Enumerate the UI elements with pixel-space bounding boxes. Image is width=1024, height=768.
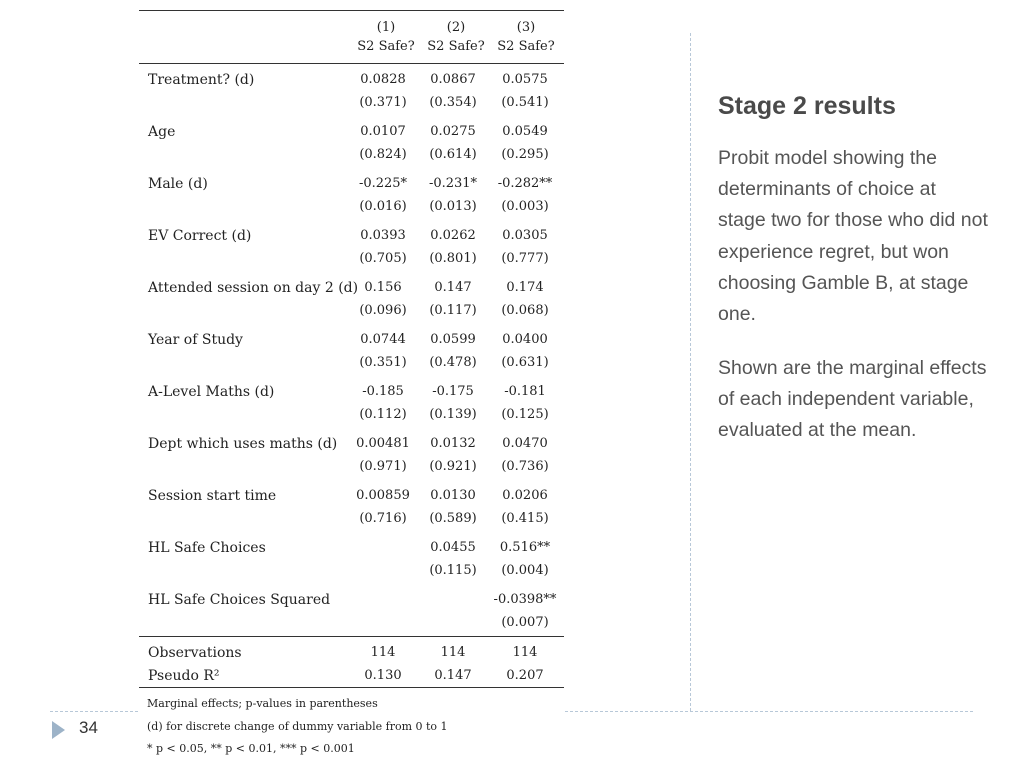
p-value: (0.016) bbox=[359, 199, 407, 214]
coefficient: -0.175 bbox=[432, 384, 474, 399]
slide-number: 34 bbox=[79, 718, 98, 737]
table-row bbox=[139, 584, 564, 636]
coefficient: 0.0549 bbox=[502, 124, 548, 139]
column-header: (1) S2 Safe? bbox=[357, 20, 415, 54]
p-value: (0.921) bbox=[429, 459, 477, 474]
p-value: (0.371) bbox=[359, 95, 407, 110]
p-value: (0.117) bbox=[429, 303, 477, 318]
coefficient: 0.0132 bbox=[430, 436, 476, 451]
divider-horizontal-left bbox=[50, 711, 138, 712]
table-row bbox=[139, 376, 564, 428]
pseudo-r2-label: Pseudo R² bbox=[148, 668, 220, 684]
p-value: (0.013) bbox=[429, 199, 477, 214]
table-row bbox=[139, 116, 564, 168]
note-line: Marginal effects; p-values in parentheses bbox=[147, 697, 378, 710]
side-title: Stage 2 results bbox=[718, 92, 896, 120]
p-value: (0.614) bbox=[429, 147, 477, 162]
row-label: Age bbox=[148, 124, 176, 140]
coefficient: 0.0575 bbox=[502, 72, 548, 87]
coefficient: 0.0262 bbox=[430, 228, 476, 243]
coefficient: -0.181 bbox=[504, 384, 546, 399]
table-row bbox=[139, 272, 564, 324]
p-value: (0.824) bbox=[359, 147, 407, 162]
p-value: (0.478) bbox=[429, 355, 477, 370]
divider-vertical bbox=[690, 33, 691, 711]
table-notes bbox=[147, 693, 448, 761]
p-value: (0.589) bbox=[429, 511, 477, 526]
p-value: (0.736) bbox=[501, 459, 549, 474]
coefficient: -0.0398** bbox=[493, 592, 557, 607]
note-line: (d) for discrete change of dummy variable from 0 to 1 bbox=[147, 719, 448, 733]
p-value: (0.004) bbox=[501, 563, 549, 578]
bottom-rule bbox=[139, 687, 564, 688]
coefficient: 0.174 bbox=[506, 280, 544, 295]
coefficient: 0.0599 bbox=[430, 332, 476, 347]
side-paragraph-2: Shown are the marginal effects of each independent variable, evaluated at the mean. bbox=[718, 357, 987, 442]
table-row bbox=[139, 64, 564, 116]
p-value: (0.115) bbox=[429, 563, 477, 578]
coefficient: 0.00859 bbox=[356, 488, 410, 503]
coefficient: 0.0828 bbox=[360, 72, 406, 87]
observations-label: Observations bbox=[148, 645, 242, 661]
coefficient: -0.225* bbox=[358, 176, 408, 191]
p-value: (0.354) bbox=[429, 95, 477, 110]
table-body bbox=[139, 64, 564, 636]
coefficient: 0.0130 bbox=[430, 488, 476, 503]
row-label: Treatment? (d) bbox=[148, 72, 255, 88]
coefficient: 0.0455 bbox=[430, 540, 476, 555]
coefficient: 0.0400 bbox=[502, 332, 548, 347]
p-value: (0.415) bbox=[501, 511, 549, 526]
column-header: (2) S2 Safe? bbox=[427, 20, 485, 54]
coefficient: 0.0305 bbox=[502, 228, 548, 243]
summary-stats bbox=[139, 637, 564, 687]
p-value: (0.139) bbox=[429, 407, 477, 422]
coefficient: -0.231* bbox=[428, 176, 478, 191]
p-value: (0.716) bbox=[359, 511, 407, 526]
p-value: (0.112) bbox=[359, 407, 407, 422]
coefficient: 0.00481 bbox=[356, 436, 410, 451]
row-label: Session start time bbox=[148, 488, 277, 504]
p-value: (0.007) bbox=[501, 615, 549, 630]
row-label: EV Correct (d) bbox=[148, 228, 252, 244]
coefficient: 0.0744 bbox=[360, 332, 406, 347]
p-value: (0.631) bbox=[501, 355, 549, 370]
coefficient: 0.156 bbox=[364, 280, 402, 295]
coefficient: 0.0470 bbox=[502, 436, 548, 451]
coefficient: 0.147 bbox=[434, 280, 472, 295]
row-label: HL Safe Choices Squared bbox=[148, 592, 331, 608]
side-paragraph-1: Probit model showing the determinants of choice at stage two for those who did not experience regret, but won choosing Gamble B, at stage one. bbox=[718, 147, 988, 326]
note-line: * p < 0.05, ** p < 0.01, *** p < 0.001 bbox=[147, 742, 355, 755]
triangle-icon bbox=[52, 721, 65, 739]
coefficient: 0.0206 bbox=[502, 488, 548, 503]
pseudo-r2-value: 0.130 bbox=[364, 668, 402, 683]
coefficient: 0.0107 bbox=[360, 124, 406, 139]
row-label: A-Level Maths (d) bbox=[148, 384, 275, 400]
coefficient: 0.0393 bbox=[360, 228, 406, 243]
row-label: HL Safe Choices bbox=[148, 540, 266, 556]
table-row bbox=[139, 480, 564, 532]
table-row bbox=[139, 324, 564, 376]
observations-value: 114 bbox=[370, 645, 396, 660]
row-label: Male (d) bbox=[148, 176, 208, 192]
row-label: Dept which uses maths (d) bbox=[148, 436, 338, 452]
row-label: Year of Study bbox=[148, 332, 243, 348]
p-value: (0.125) bbox=[501, 407, 549, 422]
table-header bbox=[139, 11, 564, 63]
coefficient: 0.0275 bbox=[430, 124, 476, 139]
table-row bbox=[139, 168, 564, 220]
p-value: (0.351) bbox=[359, 355, 407, 370]
coefficient: -0.282** bbox=[497, 176, 553, 191]
pseudo-r2-value: 0.207 bbox=[506, 668, 544, 683]
table-row bbox=[139, 428, 564, 480]
p-value: (0.068) bbox=[501, 303, 549, 318]
table-row bbox=[139, 532, 564, 584]
p-value: (0.541) bbox=[501, 95, 549, 110]
table-row bbox=[139, 220, 564, 272]
p-value: (0.801) bbox=[429, 251, 477, 266]
observations-value: 114 bbox=[512, 645, 538, 660]
observations-value: 114 bbox=[440, 645, 466, 660]
row-label: Attended session on day 2 (d) bbox=[148, 280, 359, 296]
p-value: (0.705) bbox=[359, 251, 407, 266]
p-value: (0.096) bbox=[359, 303, 407, 318]
p-value: (0.777) bbox=[501, 251, 549, 266]
p-value: (0.003) bbox=[501, 199, 549, 214]
coefficient: 0.516** bbox=[499, 540, 551, 555]
coefficient: -0.185 bbox=[362, 384, 404, 399]
p-value: (0.295) bbox=[501, 147, 549, 162]
pseudo-r2-value: 0.147 bbox=[434, 668, 472, 683]
p-value: (0.971) bbox=[359, 459, 407, 474]
regression-table bbox=[139, 10, 564, 688]
divider-horizontal-right bbox=[565, 711, 973, 712]
column-header: (3) S2 Safe? bbox=[497, 20, 555, 54]
coefficient: 0.0867 bbox=[430, 72, 476, 87]
